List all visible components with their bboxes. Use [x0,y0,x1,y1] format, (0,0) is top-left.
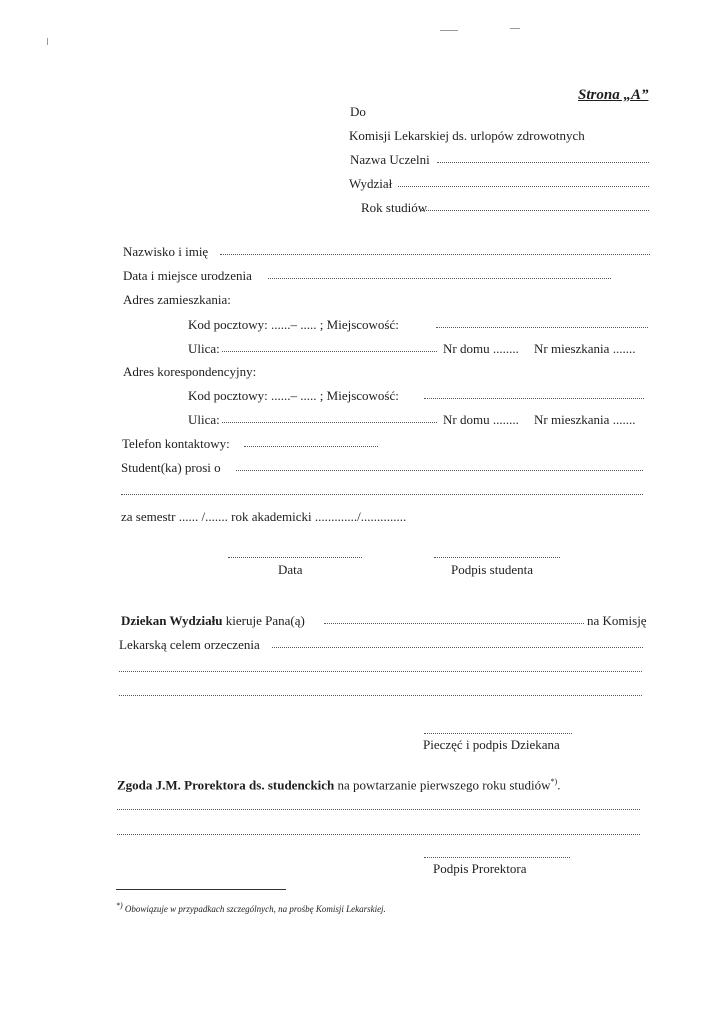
address-label: Adres zamieszkania: [123,292,231,307]
street-field[interactable] [222,341,437,352]
scan-speck [510,28,520,29]
to-label: Do [350,104,366,119]
dean-end: na Komisję [587,613,647,628]
postcode-label: Kod pocztowy: ......– ..... ; Miejscowość: [188,317,399,332]
student-signature-label: Podpis studenta [451,562,533,577]
dean-opinion-line3[interactable] [119,685,642,696]
flat-number-label: Nr mieszkania ....... [534,341,636,356]
study-year-label: Rok studiów [361,200,428,215]
footnote-text: Obowiązuje w przypadkach szczególnych, na prośbę Komisji Lekarskiej. [124,904,386,914]
footnote-mark: *) [116,901,123,910]
birth-field[interactable] [268,268,611,279]
prorector-footnote-mark: *) [550,777,558,786]
request-field[interactable] [236,460,643,471]
dean-referral-field[interactable] [324,613,584,624]
birth-label: Data i miejsce urodzenia [123,268,252,283]
study-year-field[interactable] [422,200,649,211]
street-label: Ulica: [188,341,220,356]
date-label: Data [278,562,303,577]
student-signature-field[interactable] [434,547,560,558]
footnote-rule [116,889,286,890]
faculty-field[interactable] [398,176,649,187]
prorector-text: na powtarzanie pierwszego roku studiów [337,777,551,793]
prorector-line: Zgoda J.M. Prorektora ds. studenckich na powtarzanie pierwszego roku studiów*). [117,777,561,793]
addressee: Komisji Lekarskiej ds. urlopów zdrowotnych [349,128,585,143]
page-label: Strona „A” [578,87,649,103]
dean-line [121,613,305,629]
scan-speck [440,30,458,31]
prorector-bold: Zgoda J.M. Prorektora ds. studenckich [117,777,335,793]
city-field[interactable] [436,317,648,328]
prorector-field-line1[interactable] [117,799,640,810]
house-number-label: Nr domu ........ [443,341,519,356]
prorector-signature-label: Podpis Prorektora [433,861,527,876]
dean-text: kieruje Pana(ą) [225,613,305,628]
request-field-line2[interactable] [121,484,643,495]
corr-house-number-label: Nr domu ........ [443,412,519,427]
corr-street-field[interactable] [222,412,437,423]
name-label: Nazwisko i imię [123,244,209,259]
faculty-label: Wydział [349,176,393,191]
corr-flat-number-label: Nr mieszkania ....... [534,412,636,427]
corr-city-field[interactable] [424,388,644,399]
phone-field[interactable] [244,436,378,447]
dean-opinion-field[interactable] [272,637,643,648]
corr-postcode-label: Kod pocztowy: ......– ..... ; Miejscowość: [188,388,399,403]
dean-stamp-field[interactable] [424,723,572,734]
phone-label: Telefon kontaktowy: [122,436,230,451]
dean-line2: Lekarską celem orzeczenia [119,637,260,652]
university-label: Nazwa Uczelni [350,152,430,167]
date-field[interactable] [228,547,362,558]
name-field[interactable] [220,244,650,255]
prorector-signature-field[interactable] [424,847,570,858]
scan-speck [47,38,48,45]
corr-address-label: Adres korespondencyjny: [123,364,257,379]
footnote [116,898,386,917]
dean-stamp-label: Pieczęć i podpis Dziekana [423,737,560,752]
dean-opinion-line2[interactable] [119,661,642,672]
prorector-field-line2[interactable] [117,824,640,835]
university-field[interactable] [437,152,649,163]
request-label: Student(ka) prosi o [121,460,221,475]
corr-street-label: Ulica: [188,412,220,427]
dean-bold: Dziekan Wydziału [121,613,223,628]
semester-line: za semestr ...... /....... rok akademicki ............./.............. [121,509,407,524]
